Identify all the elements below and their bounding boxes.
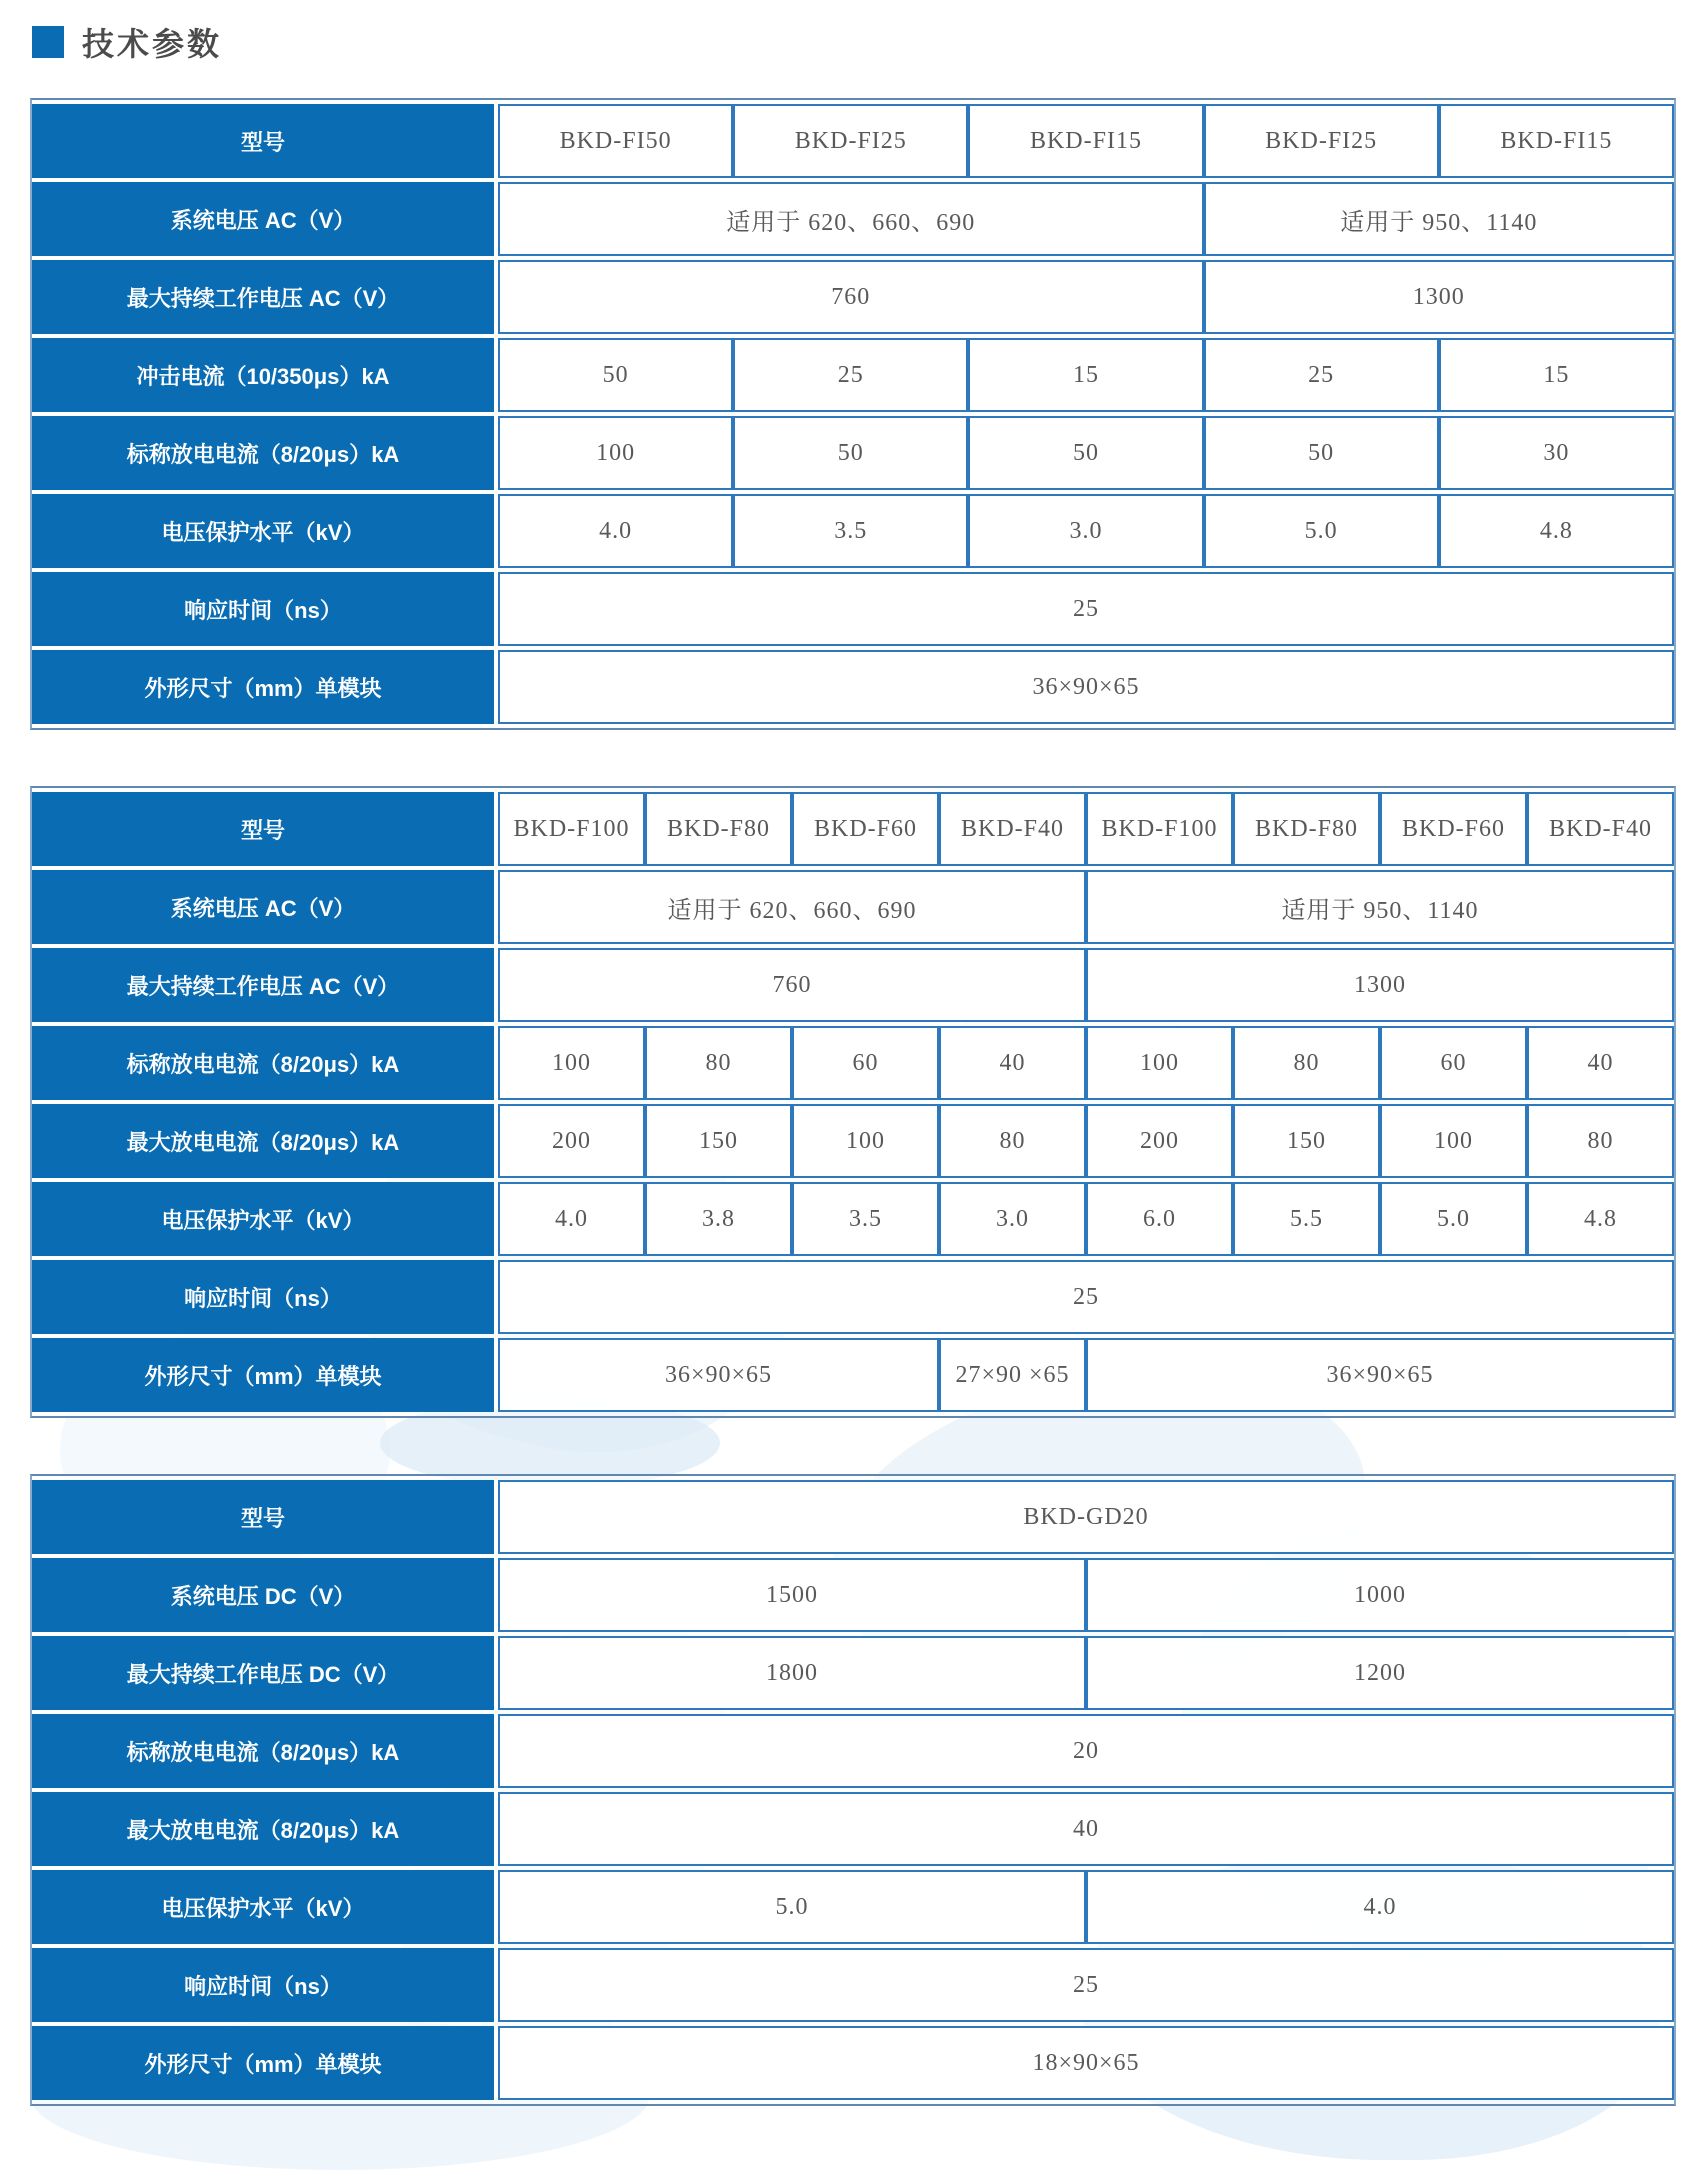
row-label-cell: 电压保护水平（kV）	[32, 1870, 498, 1944]
data-cell: 15	[1439, 338, 1674, 412]
row-label-cell: 型号	[32, 104, 498, 178]
table-row	[32, 260, 1674, 334]
data-cell: 200	[498, 1104, 645, 1178]
row-label-cell: 冲击电流（10/350μs）kA	[32, 338, 498, 412]
model-cell: BKD-F40	[939, 792, 1086, 866]
data-cell: 适用于 950、1140	[1086, 870, 1674, 944]
spec-table-ac-impulse-wrap	[30, 98, 1676, 730]
table-row	[32, 948, 1674, 1022]
table-row	[32, 1260, 1674, 1334]
data-cell: 25	[498, 1948, 1674, 2022]
data-cell: 36×90×65	[498, 1338, 939, 1412]
data-cell: 25	[733, 338, 968, 412]
data-cell: 5.5	[1233, 1182, 1380, 1256]
data-cell: 4.8	[1527, 1182, 1674, 1256]
data-cell: 1200	[1086, 1636, 1674, 1710]
data-cell: 适用于 620、660、690	[498, 182, 1204, 256]
data-cell: 5.0	[1380, 1182, 1527, 1256]
data-cell: 1300	[1086, 948, 1674, 1022]
data-cell: 4.0	[498, 494, 733, 568]
table-row	[32, 338, 1674, 412]
model-cell: BKD-F100	[1086, 792, 1233, 866]
model-cell: BKD-FI25	[1204, 104, 1439, 178]
table-row	[32, 1104, 1674, 1178]
row-label-cell: 标称放电电流（8/20μs）kA	[32, 416, 498, 490]
data-cell: 60	[792, 1026, 939, 1100]
data-cell: 6.0	[1086, 1182, 1233, 1256]
table-row	[32, 1558, 1674, 1632]
row-label-cell: 型号	[32, 792, 498, 866]
data-cell: 25	[1204, 338, 1439, 412]
data-cell: 4.0	[1086, 1870, 1674, 1944]
row-label-cell: 外形尺寸（mm）单模块	[32, 1338, 498, 1412]
data-cell: 25	[498, 572, 1674, 646]
section-title: 技术参数	[82, 26, 223, 62]
data-cell: 80	[939, 1104, 1086, 1178]
section-bullet-icon	[32, 26, 64, 58]
data-cell: 25	[498, 1260, 1674, 1334]
data-cell: 100	[1380, 1104, 1527, 1178]
model-cell: BKD-F60	[792, 792, 939, 866]
model-cell: BKD-GD20	[498, 1480, 1674, 1554]
row-label-cell: 型号	[32, 1480, 498, 1554]
row-label-cell: 最大放电电流（8/20μs）kA	[32, 1792, 498, 1866]
section-header	[32, 22, 1672, 62]
data-cell: 3.5	[792, 1182, 939, 1256]
data-cell: 5.0	[498, 1870, 1086, 1944]
data-cell: 3.5	[733, 494, 968, 568]
data-cell: 40	[1527, 1026, 1674, 1100]
table-row	[32, 870, 1674, 944]
data-cell: 50	[733, 416, 968, 490]
data-cell: 50	[968, 416, 1203, 490]
row-label-cell: 系统电压 AC（V）	[32, 870, 498, 944]
data-cell: 1500	[498, 1558, 1086, 1632]
data-cell: 36×90×65	[498, 650, 1674, 724]
model-cell: BKD-FI15	[1439, 104, 1674, 178]
data-cell: 100	[498, 416, 733, 490]
row-label-cell: 响应时间（ns）	[32, 1260, 498, 1334]
row-label-cell: 标称放电电流（8/20μs）kA	[32, 1714, 498, 1788]
row-label-cell: 外形尺寸（mm）单模块	[32, 2026, 498, 2100]
row-label-cell: 最大持续工作电压 AC（V）	[32, 948, 498, 1022]
table-row	[32, 1870, 1674, 1944]
data-cell: 760	[498, 948, 1086, 1022]
model-cell: BKD-F80	[645, 792, 792, 866]
table-row	[32, 792, 1674, 866]
table-row	[32, 494, 1674, 568]
data-cell: 150	[645, 1104, 792, 1178]
spec-table-ac-discharge	[32, 788, 1674, 1416]
data-cell: 1800	[498, 1636, 1086, 1710]
row-label-cell: 电压保护水平（kV）	[32, 494, 498, 568]
spec-table-ac-discharge-wrap	[30, 786, 1676, 1418]
data-cell: 200	[1086, 1104, 1233, 1178]
row-label-cell: 最大放电电流（8/20μs）kA	[32, 1104, 498, 1178]
data-cell: 100	[498, 1026, 645, 1100]
table-row	[32, 572, 1674, 646]
row-label-cell: 最大持续工作电压 DC（V）	[32, 1636, 498, 1710]
table-row	[32, 650, 1674, 724]
table-row	[32, 416, 1674, 490]
data-cell: 27×90 ×65	[939, 1338, 1086, 1412]
data-cell: 适用于 620、660、690	[498, 870, 1086, 944]
table-row	[32, 1636, 1674, 1710]
row-label-cell: 响应时间（ns）	[32, 1948, 498, 2022]
data-cell: 50	[1204, 416, 1439, 490]
data-cell: 36×90×65	[1086, 1338, 1674, 1412]
table-row	[32, 1182, 1674, 1256]
table-row	[32, 104, 1674, 178]
model-cell: BKD-F80	[1233, 792, 1380, 866]
data-cell: 1300	[1204, 260, 1674, 334]
table-row	[32, 1338, 1674, 1412]
model-cell: BKD-F100	[498, 792, 645, 866]
data-cell: 4.8	[1439, 494, 1674, 568]
spec-table-dc	[32, 1476, 1674, 2104]
table-row	[32, 2026, 1674, 2100]
spec-table-dc-wrap	[30, 1474, 1676, 2106]
model-cell: BKD-FI25	[733, 104, 968, 178]
data-cell: 3.0	[939, 1182, 1086, 1256]
data-cell: 4.0	[498, 1182, 645, 1256]
data-cell: 100	[792, 1104, 939, 1178]
model-cell: BKD-FI15	[968, 104, 1203, 178]
data-cell: 150	[1233, 1104, 1380, 1178]
data-cell: 60	[1380, 1026, 1527, 1100]
data-cell: 40	[498, 1792, 1674, 1866]
data-cell: 100	[1086, 1026, 1233, 1100]
table-row	[32, 1026, 1674, 1100]
table-row	[32, 1948, 1674, 2022]
data-cell: 3.0	[968, 494, 1203, 568]
table-row	[32, 1714, 1674, 1788]
table-row	[32, 1480, 1674, 1554]
table-row	[32, 182, 1674, 256]
data-cell: 5.0	[1204, 494, 1439, 568]
data-cell: 18×90×65	[498, 2026, 1674, 2100]
data-cell: 50	[498, 338, 733, 412]
data-cell: 30	[1439, 416, 1674, 490]
data-cell: 760	[498, 260, 1204, 334]
row-label-cell: 最大持续工作电压 AC（V）	[32, 260, 498, 334]
row-label-cell: 标称放电电流（8/20μs）kA	[32, 1026, 498, 1100]
model-cell: BKD-F60	[1380, 792, 1527, 866]
row-label-cell: 电压保护水平（kV）	[32, 1182, 498, 1256]
data-cell: 80	[645, 1026, 792, 1100]
data-cell: 15	[968, 338, 1203, 412]
model-cell: BKD-F40	[1527, 792, 1674, 866]
spec-table-ac-impulse	[32, 100, 1674, 728]
model-cell: BKD-FI50	[498, 104, 733, 178]
data-cell: 3.8	[645, 1182, 792, 1256]
data-cell: 20	[498, 1714, 1674, 1788]
table-row	[32, 1792, 1674, 1866]
data-cell: 40	[939, 1026, 1086, 1100]
row-label-cell: 系统电压 AC（V）	[32, 182, 498, 256]
row-label-cell: 系统电压 DC（V）	[32, 1558, 498, 1632]
data-cell: 1000	[1086, 1558, 1674, 1632]
row-label-cell: 外形尺寸（mm）单模块	[32, 650, 498, 724]
data-cell: 80	[1233, 1026, 1380, 1100]
row-label-cell: 响应时间（ns）	[32, 572, 498, 646]
data-cell: 适用于 950、1140	[1204, 182, 1674, 256]
data-cell: 80	[1527, 1104, 1674, 1178]
